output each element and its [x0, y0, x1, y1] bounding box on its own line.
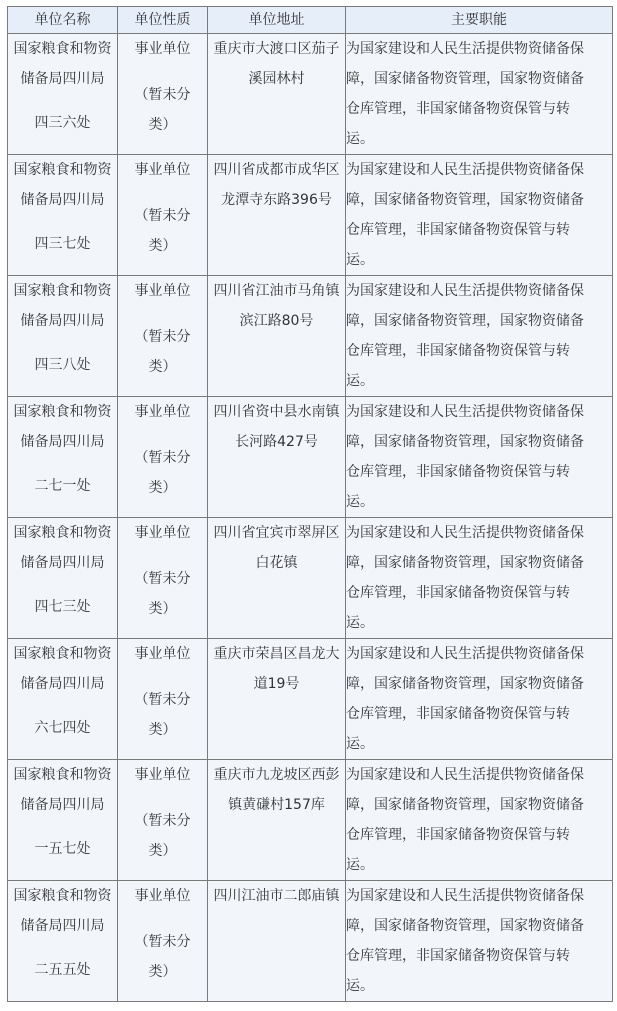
line-gap — [8, 215, 117, 229]
main-duties-line: 障，国家储备物资管理，国家物资储备 — [346, 192, 584, 208]
unit-name-line: 四三八处 — [34, 357, 91, 373]
unit-name-cell — [8, 881, 118, 1002]
main-duties-line: 为国家建设和人民生活提供物资储备保 — [346, 41, 584, 57]
main-duties-line: 为国家建设和人民生活提供物资储备保 — [346, 767, 584, 783]
main-duties-line: 仓库管理，非国家储备物资保管与转 — [346, 706, 570, 722]
unit-name-line: 四三六处 — [34, 115, 91, 131]
unit-address-line: 四川省江油市马角镇 — [213, 283, 340, 299]
line-gap — [118, 185, 207, 201]
unit-name-line: 储备局四川局 — [20, 555, 105, 571]
main-duties-line: 运。 — [346, 857, 374, 873]
line-gap — [8, 699, 117, 713]
main-duties-line: 障，国家储备物资管理，国家物资储备 — [346, 434, 584, 450]
table-body — [8, 34, 613, 1002]
unit-address-line: 四川江油市二郎庙镇 — [213, 888, 340, 904]
line-gap — [8, 820, 117, 834]
main-duties-line: 为国家建设和人民生活提供物资储备保 — [346, 646, 584, 662]
main-duties-line: 障，国家储备物资管理，国家物资储备 — [346, 555, 584, 571]
main-duties-line: 为国家建设和人民生活提供物资储备保 — [346, 888, 584, 904]
unit-nature-line: 事业单位 — [134, 888, 191, 904]
main-duties-line: 仓库管理，非国家储备物资保管与转 — [346, 464, 570, 480]
unit-nature-cell — [118, 881, 208, 1002]
unit-nature-line: 事业单位 — [134, 41, 191, 57]
unit-name-line: 四七三处 — [34, 599, 91, 615]
unit-nature-line: 类） — [148, 480, 177, 496]
line-gap — [118, 548, 207, 564]
table-row — [8, 155, 613, 276]
unit-name-line: 储备局四川局 — [20, 797, 105, 813]
unit-address-line: 四川省宜宾市翠屏区 — [213, 525, 340, 541]
main-duties-cell — [346, 276, 613, 397]
main-duties-line: 为国家建设和人民生活提供物资储备保 — [346, 162, 584, 178]
main-duties-cell — [346, 639, 613, 760]
table-row — [8, 881, 613, 1002]
unit-nature-line: 事业单位 — [134, 404, 191, 420]
unit-address-line: 重庆市荣昌区昌龙大 — [213, 646, 340, 662]
line-gap — [118, 64, 207, 80]
unit-name-line: 储备局四川局 — [20, 676, 105, 692]
main-duties-line: 障，国家储备物资管理，国家物资储备 — [346, 676, 584, 692]
table-row — [8, 276, 613, 397]
unit-nature-line: （暂未分 — [134, 87, 191, 103]
main-duties-line: 仓库管理，非国家储备物资保管与转 — [346, 101, 570, 117]
table-row — [8, 639, 613, 760]
unit-name-cell — [8, 639, 118, 760]
unit-nature-line: 类） — [148, 843, 177, 859]
header-unit-nature: 单位性质 — [118, 7, 208, 34]
line-gap — [8, 941, 117, 955]
main-duties-cell — [346, 397, 613, 518]
unit-nature-line: 事业单位 — [134, 283, 191, 299]
unit-address-line: 道19号 — [253, 676, 300, 692]
main-duties-line: 仓库管理，非国家储备物资保管与转 — [346, 827, 570, 843]
unit-nature-line: 类） — [148, 964, 177, 980]
unit-address-line: 四川省成都市成华区 — [213, 162, 340, 178]
main-duties-line: 仓库管理，非国家储备物资保管与转 — [346, 585, 570, 601]
unit-address-line: 龙潭寺东路396号 — [221, 192, 332, 208]
unit-address-line: 镇黄磏村157库 — [228, 797, 325, 813]
unit-nature-line: （暂未分 — [134, 329, 191, 345]
main-duties-line: 运。 — [346, 615, 374, 631]
unit-address-cell — [208, 155, 346, 276]
unit-nature-line: 类） — [148, 601, 177, 617]
main-duties-line: 仓库管理，非国家储备物资保管与转 — [346, 343, 570, 359]
main-duties-line: 为国家建设和人民生活提供物资储备保 — [346, 404, 584, 420]
unit-nature-cell — [118, 34, 208, 155]
main-duties-line: 运。 — [346, 978, 374, 994]
header-main-duties: 主要职能 — [346, 7, 613, 34]
unit-nature-line: （暂未分 — [134, 571, 191, 587]
unit-nature-line: （暂未分 — [134, 208, 191, 224]
unit-name-line: 国家粮食和物资 — [13, 283, 112, 299]
line-gap — [118, 911, 207, 927]
unit-name-line: 四三七处 — [34, 236, 91, 252]
main-duties-line: 运。 — [346, 736, 374, 752]
unit-address-cell — [208, 881, 346, 1002]
line-gap — [118, 427, 207, 443]
unit-nature-line: 事业单位 — [134, 646, 191, 662]
unit-address-line: 长河路427号 — [235, 434, 318, 450]
unit-name-line: 二七一处 — [34, 478, 91, 494]
line-gap — [8, 457, 117, 471]
unit-nature-cell — [118, 760, 208, 881]
main-duties-line: 障，国家储备物资管理，国家物资储备 — [346, 313, 584, 329]
unit-address-line: 重庆市大渡口区茄子 — [213, 41, 340, 57]
unit-nature-line: （暂未分 — [134, 934, 191, 950]
unit-name-line: 国家粮食和物资 — [13, 162, 112, 178]
main-duties-cell — [346, 881, 613, 1002]
unit-address-line: 溪园林村 — [248, 71, 305, 87]
unit-name-cell — [8, 518, 118, 639]
unit-address-cell — [208, 518, 346, 639]
table-row — [8, 760, 613, 881]
main-duties-line: 为国家建设和人民生活提供物资储备保 — [346, 283, 584, 299]
unit-nature-line: 事业单位 — [134, 767, 191, 783]
main-duties-line: 仓库管理，非国家储备物资保管与转 — [346, 222, 570, 238]
main-duties-line: 为国家建设和人民生活提供物资储备保 — [346, 525, 584, 541]
unit-nature-line: 类） — [148, 722, 177, 738]
main-duties-cell — [346, 34, 613, 155]
unit-nature-line: 类） — [148, 117, 177, 133]
main-duties-line: 障，国家储备物资管理，国家物资储备 — [346, 918, 584, 934]
unit-name-line: 国家粮食和物资 — [13, 646, 112, 662]
unit-nature-cell — [118, 276, 208, 397]
header-unit-name: 单位名称 — [8, 7, 118, 34]
table-row — [8, 34, 613, 155]
main-duties-line: 运。 — [346, 373, 374, 389]
line-gap — [8, 336, 117, 350]
main-duties-cell — [346, 155, 613, 276]
unit-address-cell — [208, 276, 346, 397]
unit-name-line: 六七四处 — [34, 720, 91, 736]
unit-name-line: 储备局四川局 — [20, 918, 105, 934]
table-header — [8, 7, 613, 34]
line-gap — [118, 790, 207, 806]
units-table — [7, 6, 613, 1002]
unit-address-line: 重庆市九龙坡区西彭 — [213, 767, 340, 783]
unit-address-line: 四川省资中县水南镇 — [213, 404, 340, 420]
unit-nature-cell — [118, 639, 208, 760]
unit-address-cell — [208, 760, 346, 881]
unit-address-cell — [208, 639, 346, 760]
main-duties-line: 运。 — [346, 252, 374, 268]
unit-name-line: 储备局四川局 — [20, 434, 105, 450]
line-gap — [8, 578, 117, 592]
unit-address-cell — [208, 397, 346, 518]
line-gap — [118, 306, 207, 322]
unit-name-line: 国家粮食和物资 — [13, 888, 112, 904]
unit-name-cell — [8, 276, 118, 397]
unit-name-line: 储备局四川局 — [20, 71, 105, 87]
main-duties-line: 运。 — [346, 131, 374, 147]
unit-name-line: 国家粮食和物资 — [13, 525, 112, 541]
unit-name-line: 国家粮食和物资 — [13, 41, 112, 57]
unit-name-cell — [8, 397, 118, 518]
main-duties-line: 仓库管理，非国家储备物资保管与转 — [346, 948, 570, 964]
unit-name-line: 储备局四川局 — [20, 192, 105, 208]
table-row — [8, 397, 613, 518]
unit-name-cell — [8, 760, 118, 881]
unit-nature-cell — [118, 518, 208, 639]
header-row — [8, 7, 613, 34]
main-duties-line: 障，国家储备物资管理，国家物资储备 — [346, 71, 584, 87]
main-duties-line: 运。 — [346, 494, 374, 510]
unit-nature-line: 事业单位 — [134, 525, 191, 541]
unit-address-line: 白花镇 — [255, 555, 298, 571]
unit-name-line: 一五七处 — [34, 841, 91, 857]
main-duties-line: 障，国家储备物资管理，国家物资储备 — [346, 797, 584, 813]
unit-nature-line: （暂未分 — [134, 692, 191, 708]
main-duties-cell — [346, 518, 613, 639]
line-gap — [118, 669, 207, 685]
unit-name-cell — [8, 34, 118, 155]
table-row — [8, 518, 613, 639]
unit-nature-cell — [118, 155, 208, 276]
unit-nature-line: 类） — [148, 238, 177, 254]
unit-name-line: 储备局四川局 — [20, 313, 105, 329]
unit-nature-line: （暂未分 — [134, 813, 191, 829]
unit-nature-line: （暂未分 — [134, 450, 191, 466]
unit-nature-cell — [118, 397, 208, 518]
line-gap — [8, 94, 117, 108]
unit-name-line: 国家粮食和物资 — [13, 767, 112, 783]
unit-address-line: 滨江路80号 — [239, 313, 314, 329]
unit-nature-line: 事业单位 — [134, 162, 191, 178]
header-unit-address: 单位地址 — [208, 7, 346, 34]
unit-address-cell — [208, 34, 346, 155]
unit-name-line: 二五五处 — [34, 962, 91, 978]
unit-name-cell — [8, 155, 118, 276]
unit-name-line: 国家粮食和物资 — [13, 404, 112, 420]
unit-nature-line: 类） — [148, 359, 177, 375]
main-duties-cell — [346, 760, 613, 881]
